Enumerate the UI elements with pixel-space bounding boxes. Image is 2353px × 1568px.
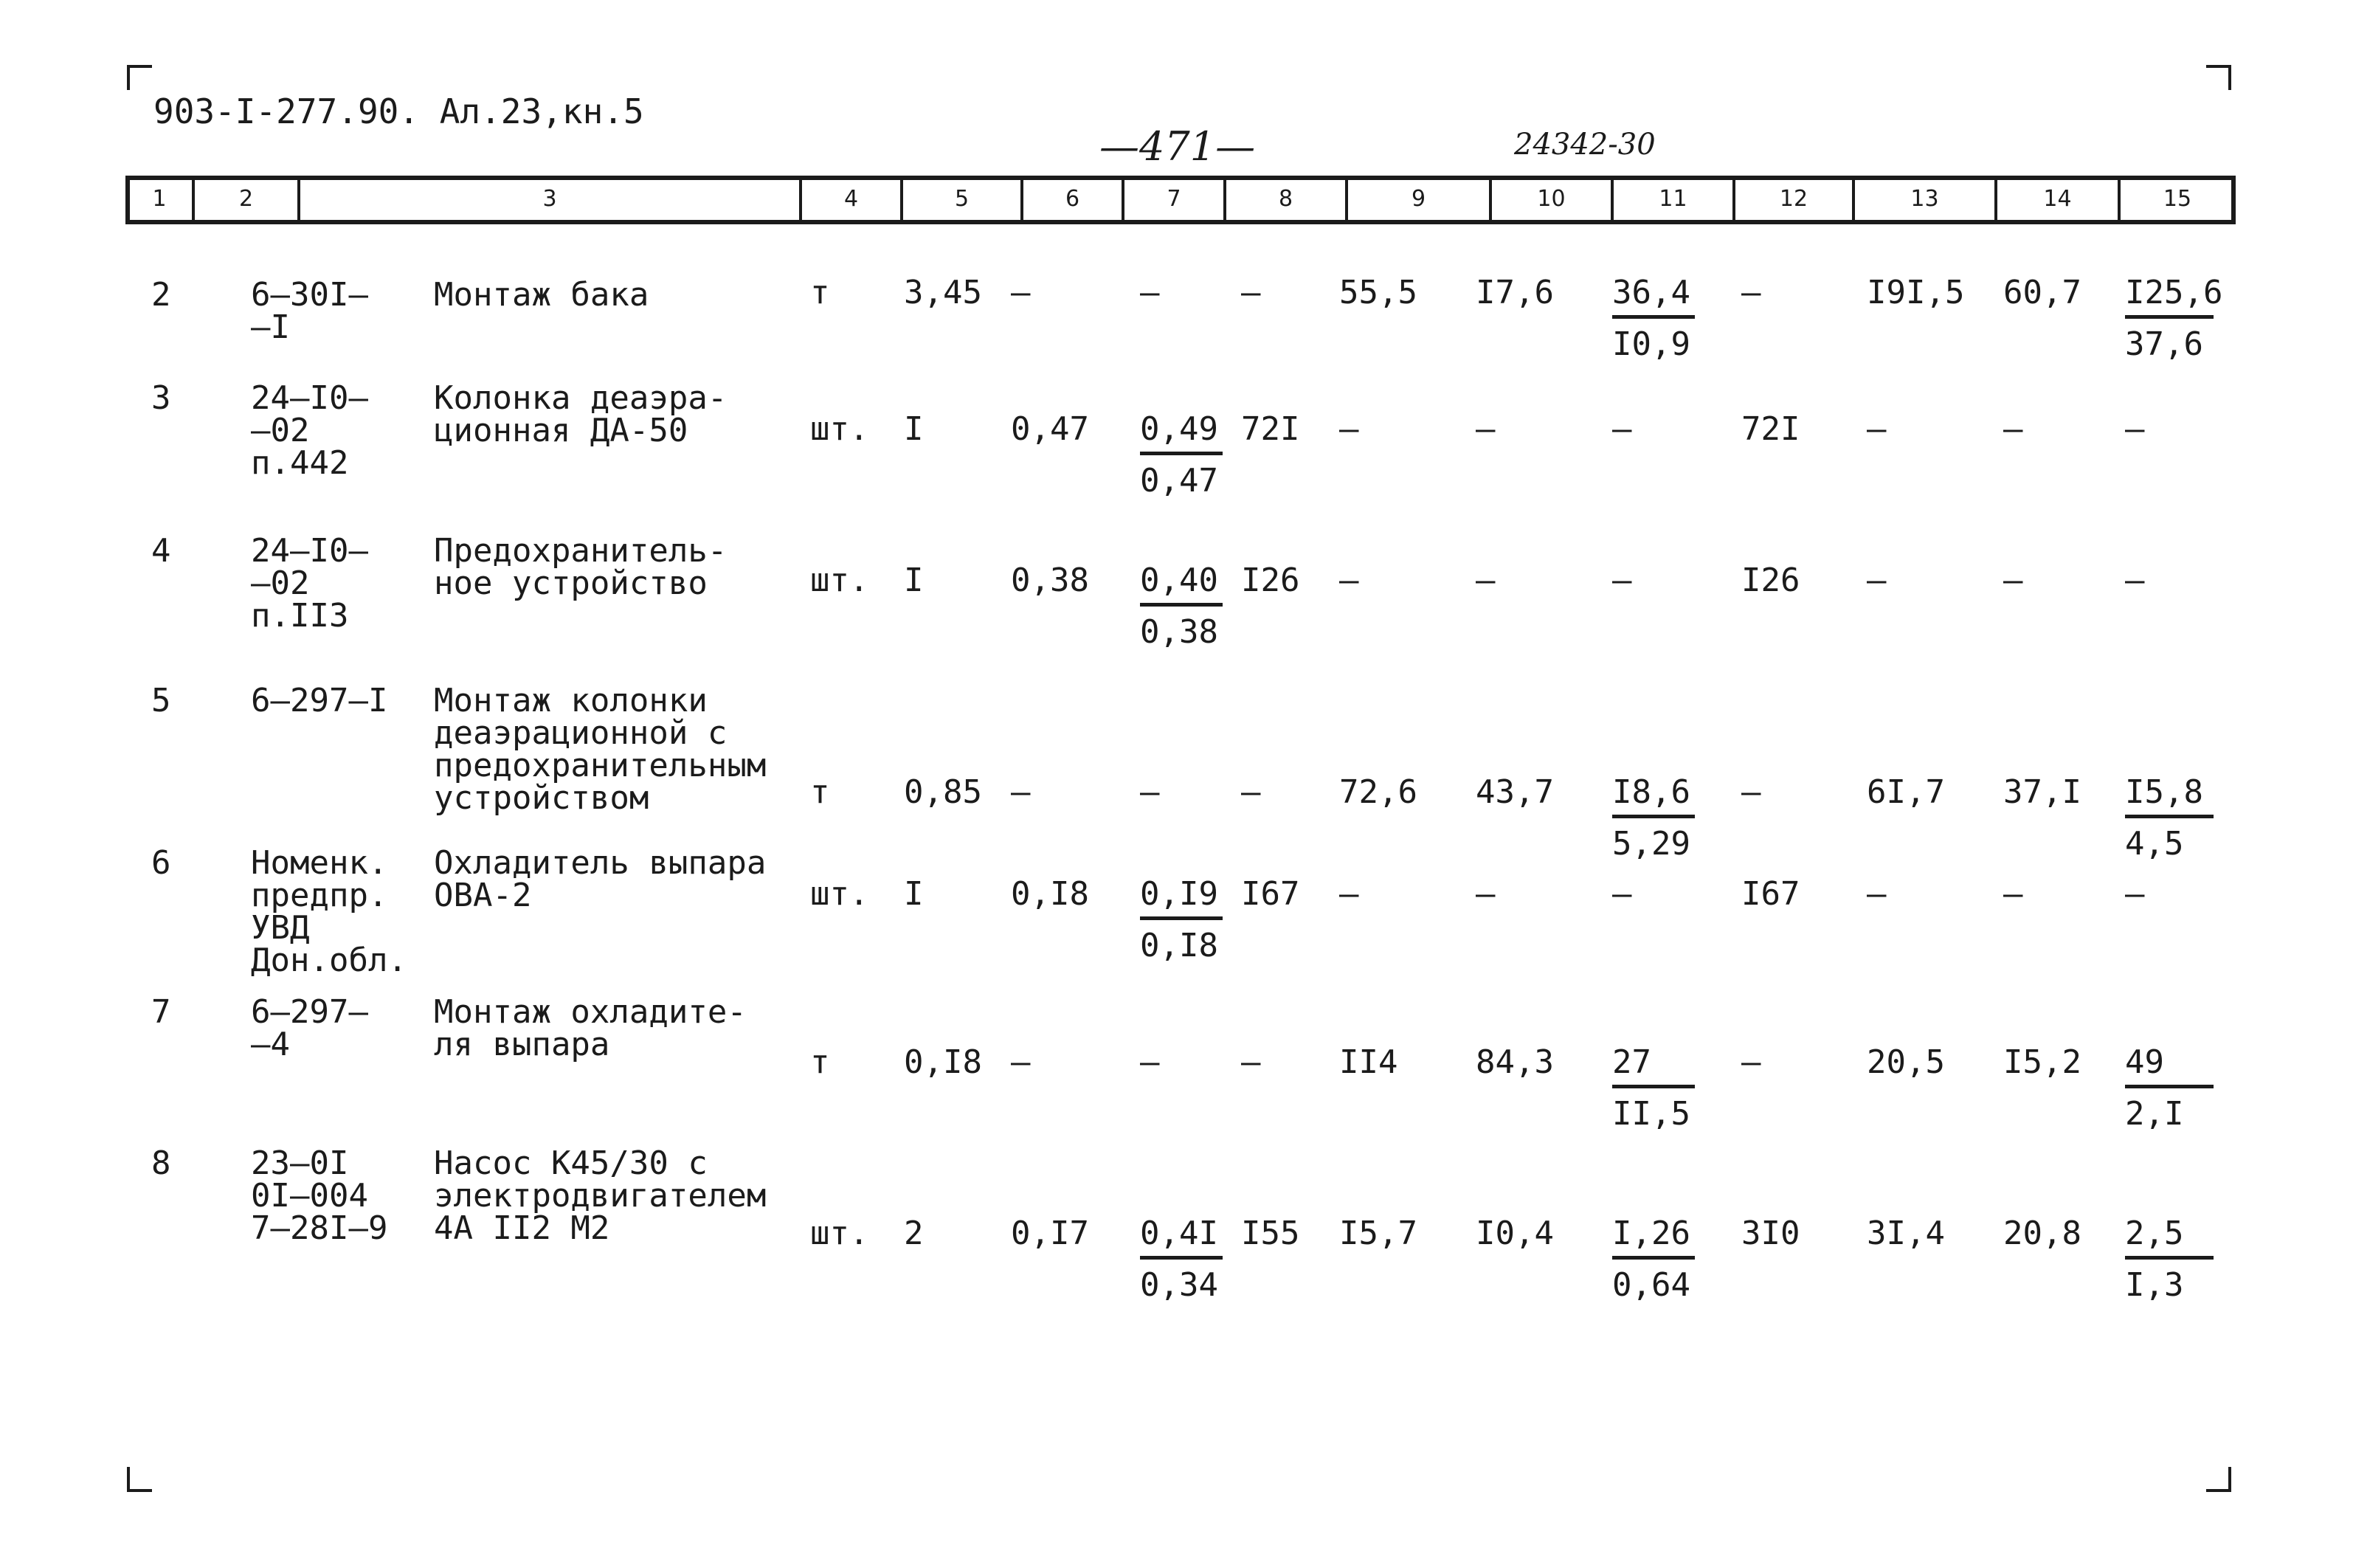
cell-col-15-lower: 37,6 — [2125, 325, 2203, 363]
corner-mark-bottom-right — [2206, 1467, 2231, 1492]
cell-col-7: 0,I9 — [1140, 875, 1218, 913]
cell-col-15-lower: I,3 — [2125, 1266, 2184, 1304]
cell-col-13: I9I,5 — [1867, 274, 1965, 311]
row-number: 3 — [151, 379, 171, 417]
row-unit: т — [810, 773, 830, 811]
fraction-line-col-11 — [1612, 1085, 1695, 1088]
cell-col-14: – — [2003, 410, 2023, 448]
cell-col-11: – — [1612, 562, 1632, 599]
column-header-15: 15 — [2163, 186, 2192, 212]
cell-col-15-lower: 2,I — [2125, 1095, 2184, 1133]
cell-col-12: – — [1741, 1043, 1761, 1081]
cell-col-11: – — [1612, 875, 1632, 913]
cell-col-12: – — [1741, 773, 1761, 811]
cell-col-7: – — [1140, 274, 1160, 311]
cell-col-14: 20,8 — [2003, 1215, 2081, 1252]
stamp-number: 24342-30 — [1514, 128, 1656, 162]
cell-col-8: – — [1241, 1043, 1261, 1081]
cell-col-8: I26 — [1241, 562, 1300, 599]
cell-col-8: 72I — [1241, 410, 1300, 448]
cell-col-7-lower: 0,I8 — [1140, 927, 1218, 964]
row-name: Колонка деаэра- ционная ДА-50 — [434, 379, 728, 449]
cell-col-13: 6I,7 — [1867, 773, 1945, 811]
row-number: 7 — [151, 993, 171, 1031]
column-header-1: 1 — [152, 186, 167, 212]
cell-col-9: – — [1339, 562, 1359, 599]
fraction-line-col-7 — [1140, 1256, 1223, 1260]
column-header-13: 13 — [1910, 186, 1939, 212]
cell-col-14: 37,I — [2003, 773, 2081, 811]
cell-col-15: – — [2125, 410, 2145, 448]
cell-col-14: – — [2003, 562, 2023, 599]
cell-col-13: – — [1867, 410, 1887, 448]
row-code: 23–0I 0I–004 7–28I–9 — [251, 1144, 388, 1247]
column-header-6: 6 — [1065, 186, 1080, 212]
cell-col-7-lower: 0,47 — [1140, 462, 1218, 500]
cell-col-8: I55 — [1241, 1215, 1300, 1252]
cell-col-13: – — [1867, 562, 1887, 599]
cell-col-9: 55,5 — [1339, 274, 1417, 311]
doc-code: 903-I-277.90. Ал.23,кн.5 — [153, 91, 644, 131]
fraction-line-col-11 — [1612, 1256, 1695, 1260]
cell-col-10: 84,3 — [1476, 1043, 1554, 1081]
row-unit: т — [810, 274, 830, 311]
row-code: 24–I0– –02 п.442 — [251, 379, 368, 482]
row-number: 2 — [151, 276, 171, 314]
row-unit: шт. — [810, 410, 869, 448]
row-number: 6 — [151, 844, 171, 882]
cell-col-11-lower: 0,64 — [1612, 1266, 1690, 1304]
row-number: 5 — [151, 682, 171, 719]
cell-col-6: – — [1011, 274, 1031, 311]
cell-col-13: – — [1867, 875, 1887, 913]
row-code: 6–297– –4 — [251, 993, 368, 1063]
cell-col-5: I — [904, 875, 924, 913]
fraction-line-col-11 — [1612, 315, 1695, 319]
cell-col-6: 0,I7 — [1011, 1215, 1089, 1252]
cell-col-11: I,26 — [1612, 1215, 1690, 1252]
row-unit: шт. — [810, 1215, 869, 1252]
cell-col-10: I0,4 — [1476, 1215, 1554, 1252]
fraction-line-col-15 — [2125, 1256, 2214, 1260]
cell-col-6: 0,47 — [1011, 410, 1089, 448]
row-code: Номенк. предпр. УВД Дон.обл. — [251, 844, 407, 979]
row-name: Монтаж колонки деаэрационной с предохранительным устройством — [434, 682, 767, 817]
cell-col-13: 3I,4 — [1867, 1215, 1945, 1252]
column-header-5: 5 — [954, 186, 970, 212]
cell-col-14: – — [2003, 875, 2023, 913]
cell-col-11-lower: I0,9 — [1612, 325, 1690, 363]
cell-col-15: I5,8 — [2125, 773, 2203, 811]
cell-col-15: 49 — [2125, 1043, 2164, 1081]
cell-col-9: II4 — [1339, 1043, 1398, 1081]
cell-col-12: – — [1741, 274, 1761, 311]
cell-col-5: 2 — [904, 1215, 924, 1252]
row-unit: шт. — [810, 562, 869, 599]
cell-col-15: 2,5 — [2125, 1215, 2184, 1252]
fraction-line-col-7 — [1140, 603, 1223, 607]
cell-col-5: 3,45 — [904, 274, 982, 311]
cell-col-6: 0,I8 — [1011, 875, 1089, 913]
fraction-line-col-11 — [1612, 815, 1695, 818]
cell-col-9: 72,6 — [1339, 773, 1417, 811]
column-header-8: 8 — [1278, 186, 1293, 212]
cell-col-11-lower: 5,29 — [1612, 825, 1690, 863]
page-number: —471— — [1099, 123, 1256, 170]
column-header-2: 2 — [238, 186, 254, 212]
cell-col-8: – — [1241, 773, 1261, 811]
cell-col-11: 36,4 — [1612, 274, 1690, 311]
column-header-10: 10 — [1537, 186, 1566, 212]
cell-col-10: I7,6 — [1476, 274, 1554, 311]
cell-col-5: 0,85 — [904, 773, 982, 811]
fraction-line-col-7 — [1140, 452, 1223, 455]
cell-col-6: 0,38 — [1011, 562, 1089, 599]
cell-col-8: – — [1241, 274, 1261, 311]
cell-col-14: 60,7 — [2003, 274, 2081, 311]
cell-col-7-lower: 0,34 — [1140, 1266, 1218, 1304]
column-header-14: 14 — [2043, 186, 2072, 212]
cell-col-10: – — [1476, 410, 1496, 448]
column-header-7: 7 — [1167, 186, 1181, 212]
cell-col-5: I — [904, 410, 924, 448]
corner-mark-top-left — [127, 65, 152, 90]
row-number: 8 — [151, 1144, 171, 1182]
cell-col-12: I67 — [1741, 875, 1800, 913]
fraction-line-col-15 — [2125, 315, 2214, 319]
cell-col-9: I5,7 — [1339, 1215, 1417, 1252]
cell-col-11: – — [1612, 410, 1632, 448]
row-name: Насос К45/30 с электродвигателем 4А II2 М2 — [434, 1144, 767, 1247]
fraction-line-col-15 — [2125, 815, 2214, 818]
cell-col-14: I5,2 — [2003, 1043, 2081, 1081]
row-unit: т — [810, 1043, 830, 1081]
cell-col-7-lower: 0,38 — [1140, 613, 1218, 651]
cell-col-15: – — [2125, 562, 2145, 599]
column-header-4: 4 — [843, 186, 859, 212]
cell-col-11: 27 — [1612, 1043, 1651, 1081]
cell-col-11-lower: II,5 — [1612, 1095, 1690, 1133]
row-code: 6–30I– –I — [251, 276, 368, 346]
column-header-9: 9 — [1411, 186, 1426, 212]
fraction-line-col-7 — [1140, 916, 1223, 920]
row-code: 6–297–I — [251, 682, 388, 719]
cell-col-12: I26 — [1741, 562, 1800, 599]
cell-col-15: – — [2125, 875, 2145, 913]
fraction-line-col-15 — [2125, 1085, 2214, 1088]
corner-mark-top-right — [2206, 65, 2231, 90]
cell-col-7: – — [1140, 1043, 1160, 1081]
cell-col-15: I25,6 — [2125, 274, 2223, 311]
cell-col-10: – — [1476, 875, 1496, 913]
cell-col-9: – — [1339, 410, 1359, 448]
column-header-3: 3 — [542, 186, 557, 212]
cell-col-5: 0,I8 — [904, 1043, 982, 1081]
row-name: Охладитель выпара ОВА-2 — [434, 844, 767, 914]
cell-col-10: 43,7 — [1476, 773, 1554, 811]
cell-col-12: 72I — [1741, 410, 1800, 448]
cell-col-7: 0,40 — [1140, 562, 1218, 599]
cell-col-7: 0,49 — [1140, 410, 1218, 448]
cell-col-13: 20,5 — [1867, 1043, 1945, 1081]
column-header-11: 11 — [1659, 186, 1687, 212]
row-number: 4 — [151, 532, 171, 570]
row-name: Монтаж охладите- ля выпара — [434, 993, 747, 1063]
cell-col-9: – — [1339, 875, 1359, 913]
cell-col-7: 0,4I — [1140, 1215, 1218, 1252]
cell-col-15-lower: 4,5 — [2125, 825, 2184, 863]
cell-col-11: I8,6 — [1612, 773, 1690, 811]
cell-col-12: 3I0 — [1741, 1215, 1800, 1252]
cell-col-6: – — [1011, 1043, 1031, 1081]
cell-col-7: – — [1140, 773, 1160, 811]
cell-col-10: – — [1476, 562, 1496, 599]
row-code: 24–I0– –02 п.II3 — [251, 532, 368, 635]
column-header-12: 12 — [1779, 186, 1808, 212]
row-unit: шт. — [810, 875, 869, 913]
row-name: Предохранитель- ное устройство — [434, 532, 728, 602]
row-name: Монтаж бака — [434, 276, 649, 314]
cell-col-6: – — [1011, 773, 1031, 811]
cell-col-5: I — [904, 562, 924, 599]
corner-mark-bottom-left — [127, 1467, 152, 1492]
cell-col-8: I67 — [1241, 875, 1300, 913]
